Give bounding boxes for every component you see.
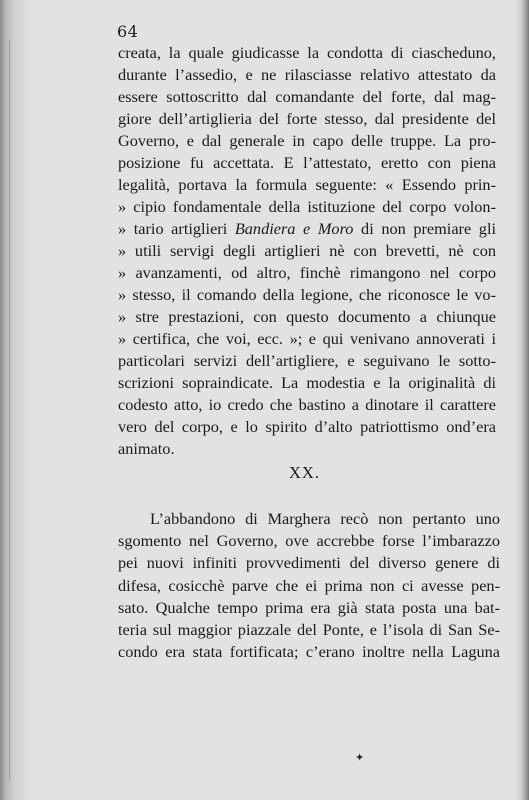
text-line: posizione fu accettata. E l’attestato, eretto con piena	[118, 153, 496, 172]
text-line: giore dell’artiglieria del forte stesso, dal presidente del	[118, 109, 496, 128]
text-line: difesa, cosicchè parve che ei prima non ci avesse pen-	[118, 575, 500, 595]
paragraph-2	[118, 508, 500, 663]
ornament-mark: ✦	[355, 751, 365, 764]
text-line: sato. Qualche tempo prima era già stata posta una bat-	[118, 597, 500, 617]
page-number: 64	[117, 22, 139, 41]
text-line: L’abbandono di Marghera recò non pertanto uno	[150, 509, 500, 528]
text-line: codesto atto, io credo che bastino a dinotare il carattere	[118, 395, 496, 414]
section-heading-text: XX.	[289, 463, 320, 482]
section-heading	[0, 463, 529, 483]
text-line: vero del corpo, e lo spirito d’alto patriottismo ond’era	[118, 417, 496, 436]
text-line: teria sul maggior piazzale del Ponte, e l’isola di San Se-	[118, 619, 500, 639]
text-line: sgomento nel Governo, ove accrebbe forse l’imbarazzo	[118, 531, 500, 551]
binding-shadow	[0, 0, 34, 800]
text-line: essere sottoscritto dal comandante del forte, dal mag-	[118, 87, 496, 106]
page-edge-shadow	[515, 0, 529, 800]
text-line: » certifica, che voi, ecc. »; e qui venivano annoverati i	[118, 329, 496, 348]
text-line: » avanzamenti, od altro, finchè rimangono nel corpo	[118, 263, 496, 282]
text-line: legalità, portava la formula seguente: « Essendo prin-	[118, 175, 496, 194]
text-line: animato.	[118, 439, 175, 458]
text-line: » cipio fondamentale della istituzione del corpo volon-	[118, 197, 496, 216]
text-line: » stesso, il comando della legione, che riconosce le vo-	[118, 285, 496, 304]
text-line: creata, la quale giudicasse la condotta di ciascheduno,	[118, 43, 496, 62]
text-line: Governo, e dal generale in capo delle truppe. La pro-	[118, 131, 496, 150]
binding-edge-line	[9, 40, 10, 780]
text-line: particolari servizi dell’artigliere, e seguivano le sotto-	[118, 351, 496, 370]
text-line: » stre prestazioni, con questo documento a chiunque	[118, 307, 496, 326]
paragraph-1	[118, 42, 496, 460]
text-segment: di non premiare gli	[353, 219, 496, 238]
text-line-with-italic	[118, 218, 496, 240]
text-line: » utili servigi degli artiglieri nè con brevetti, nè con	[118, 241, 496, 260]
text-line: durante l’assedio, e ne rilasciasse relativo attestato da	[118, 65, 496, 84]
text-line: pei nuovi infiniti provvedimenti del diverso genere di	[118, 553, 500, 573]
text-line: condo era stata fortificata; c’erano inoltre nella Laguna	[118, 642, 500, 662]
text-segment: » tario artiglieri	[118, 219, 235, 238]
text-line: scrizioni sopraindicate. La modestia e la originalità di	[118, 373, 496, 392]
italic-name: Bandiera e Moro	[234, 219, 354, 238]
